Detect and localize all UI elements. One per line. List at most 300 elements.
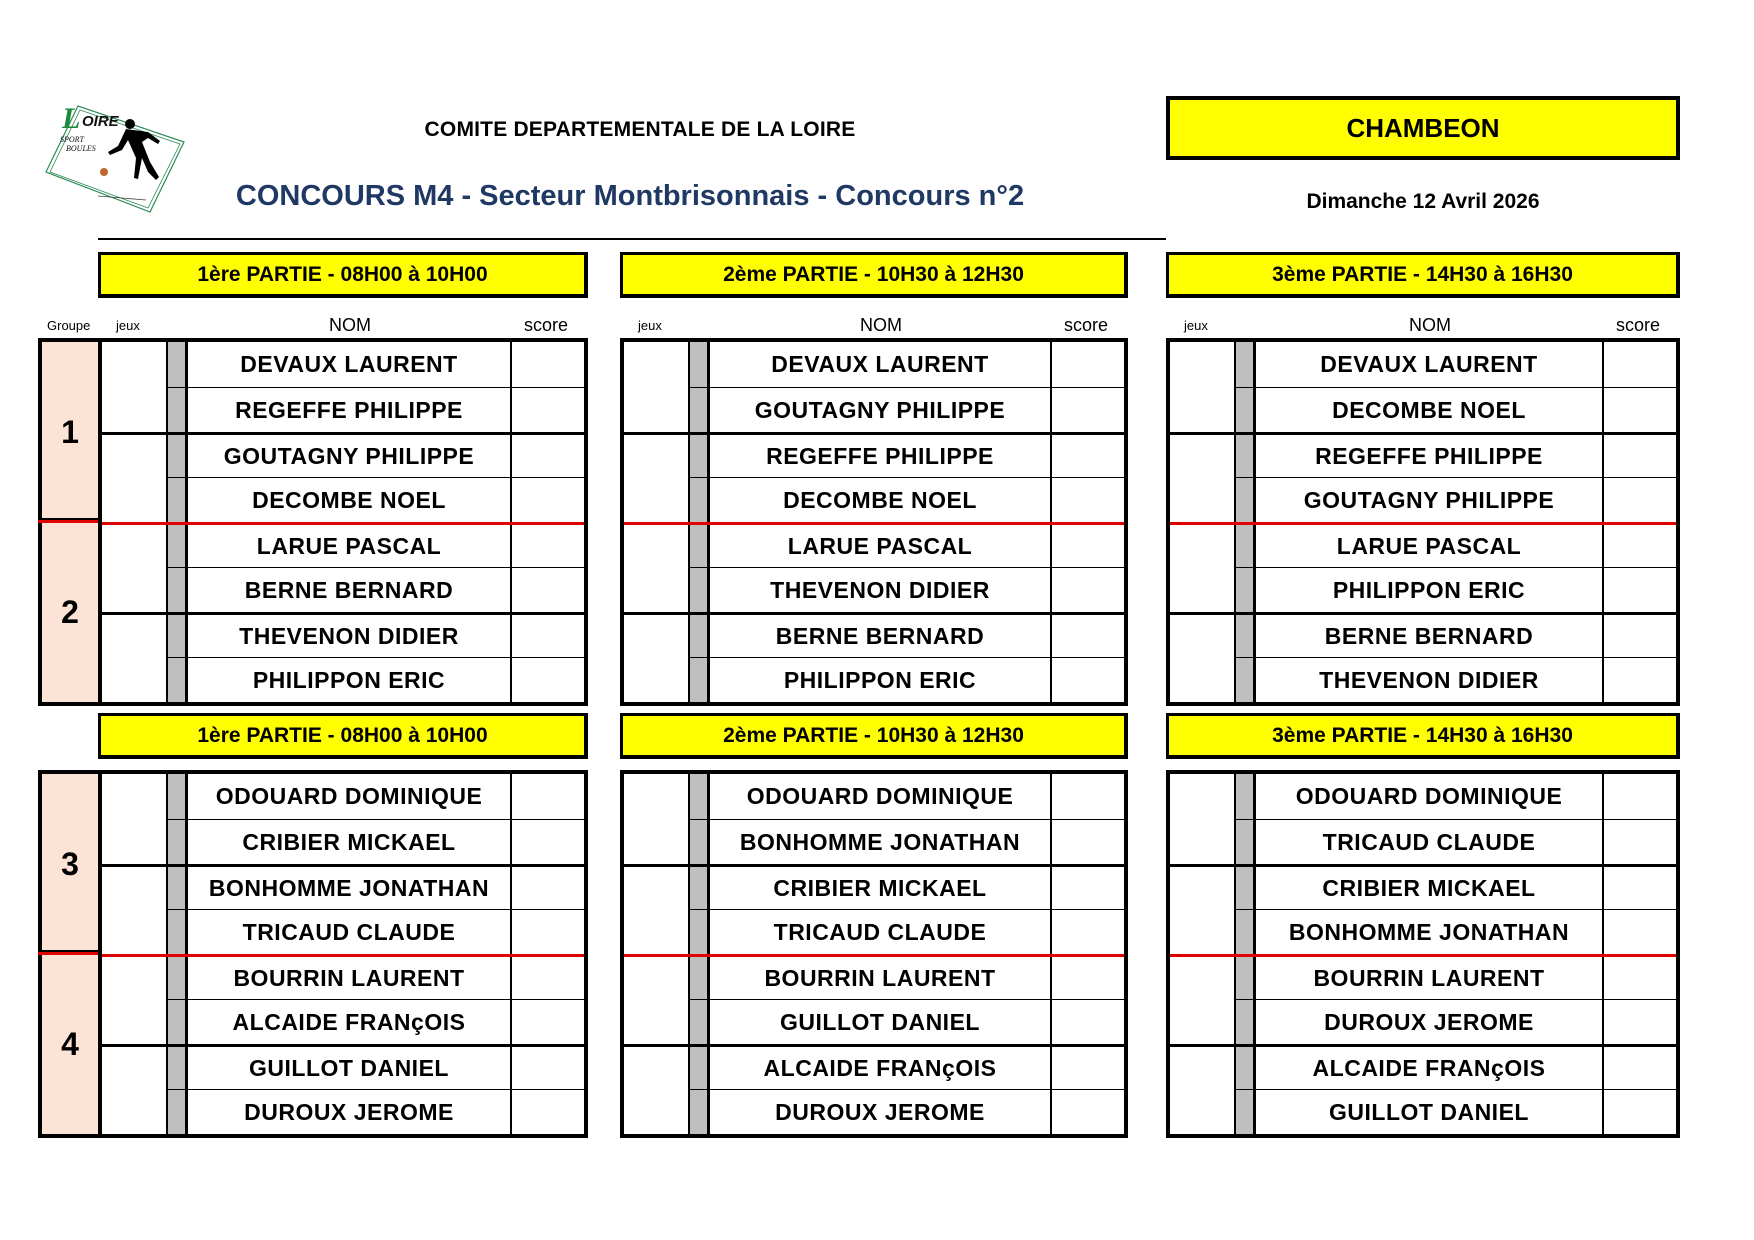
- jeux-strip: [166, 435, 188, 477]
- jeux-pair-mask: [102, 1088, 166, 1091]
- jeux-cell[interactable]: [1170, 342, 1234, 387]
- score-cell[interactable]: [1602, 478, 1676, 522]
- player-name: BOURRIN LAURENT: [1313, 964, 1545, 991]
- jeux-strip: [688, 1000, 710, 1044]
- group-divider-line: [1170, 954, 1234, 957]
- jeux-strip: [688, 478, 710, 522]
- score-cell[interactable]: [510, 867, 584, 909]
- jeux-pair-mask: [624, 656, 688, 659]
- player-row: [102, 657, 584, 702]
- player-row: [102, 1089, 584, 1134]
- jeux-strip: [166, 525, 188, 567]
- jeux-pair-mask: [102, 908, 166, 911]
- score-cell[interactable]: [510, 478, 584, 522]
- player-name: GOUTAGNY PHILIPPE: [223, 442, 475, 469]
- jeux-strip: [166, 615, 188, 657]
- player-name: ODOUARD DOMINIQUE: [746, 783, 1014, 809]
- column-header-jeux: jeux: [116, 318, 140, 333]
- jeux-strip: [1234, 774, 1256, 819]
- player-row: [624, 909, 1124, 954]
- column-header-groupe: Groupe: [47, 318, 91, 333]
- jeux-cell[interactable]: [102, 957, 166, 999]
- column-header-score: score: [1064, 315, 1109, 335]
- group-divider-line: [38, 520, 102, 523]
- partie-table: [620, 770, 1128, 1138]
- score-cell[interactable]: [510, 658, 584, 702]
- score-cell[interactable]: [1602, 957, 1676, 999]
- jeux-strip: [1234, 910, 1256, 954]
- jeux-cell[interactable]: [624, 1090, 688, 1134]
- score-cell[interactable]: [1050, 478, 1124, 522]
- player-row: [624, 1044, 1124, 1089]
- score-cell[interactable]: [1602, 525, 1676, 567]
- score-cell[interactable]: [510, 1090, 584, 1134]
- player-row: [102, 1044, 584, 1089]
- player-name: PHILIPPON ERIC: [783, 666, 977, 693]
- jeux-cell[interactable]: [624, 1000, 688, 1044]
- player-row: [1170, 477, 1676, 522]
- player-name: THEVENON DIDIER: [770, 576, 990, 603]
- player-name: DECOMBE NOEL: [783, 486, 977, 513]
- player-row: [624, 864, 1124, 909]
- svg-text:SPORT: SPORT: [60, 135, 84, 144]
- player-name: ALCAIDE FRANçOIS: [232, 1008, 466, 1035]
- player-row: [1170, 954, 1676, 999]
- player-row: [102, 432, 584, 477]
- player-name: ODOUARD DOMINIQUE: [1295, 783, 1563, 809]
- player-name: TRICAUD CLAUDE: [1322, 828, 1536, 855]
- score-cell[interactable]: [1050, 1047, 1124, 1089]
- player-row: [1170, 567, 1676, 612]
- column-header-jeux: jeux: [638, 318, 662, 333]
- jeux-strip: [688, 774, 710, 819]
- group-number-cell: 2: [38, 518, 102, 706]
- player-name: THEVENON DIDIER: [239, 622, 459, 649]
- group-divider-line: [624, 522, 688, 525]
- player-row: [624, 477, 1124, 522]
- partie-table: [98, 338, 588, 706]
- jeux-strip: [688, 525, 710, 567]
- player-name: LARUE PASCAL: [256, 532, 442, 559]
- jeux-strip: [1234, 658, 1256, 702]
- jeux-cell[interactable]: [1170, 820, 1234, 864]
- column-header-nom: NOM: [329, 315, 371, 335]
- jeux-cell[interactable]: [102, 1047, 166, 1089]
- group-number-cell: 4: [38, 950, 102, 1138]
- score-cell[interactable]: [510, 615, 584, 657]
- player-row: [1170, 522, 1676, 567]
- score-cell[interactable]: [1602, 435, 1676, 477]
- player-row: [102, 864, 584, 909]
- score-cell[interactable]: [1050, 525, 1124, 567]
- player-name: DEVAUX LAURENT: [771, 351, 989, 377]
- player-name: DECOMBE NOEL: [252, 486, 446, 513]
- jeux-cell[interactable]: [624, 820, 688, 864]
- score-cell[interactable]: [510, 820, 584, 864]
- jeux-strip: [688, 658, 710, 702]
- player-row: [624, 954, 1124, 999]
- jeux-strip: [1234, 478, 1256, 522]
- score-cell[interactable]: [1602, 1047, 1676, 1089]
- player-name: DECOMBE NOEL: [1332, 396, 1526, 423]
- player-name: ODOUARD DOMINIQUE: [215, 783, 483, 809]
- group-divider-line: [38, 952, 102, 955]
- jeux-cell[interactable]: [624, 435, 688, 477]
- score-cell[interactable]: [1602, 342, 1676, 387]
- player-name: BONHOMME JONATHAN: [1288, 918, 1570, 945]
- jeux-pair-mask: [102, 386, 166, 389]
- player-name: DUROUX JEROME: [1324, 1008, 1534, 1035]
- player-row: [1170, 774, 1676, 819]
- player-row: [624, 819, 1124, 864]
- jeux-pair-mask: [624, 908, 688, 911]
- jeux-strip: [166, 1090, 188, 1134]
- player-row: [1170, 1044, 1676, 1089]
- jeux-strip: [1234, 867, 1256, 909]
- jeux-strip: [688, 957, 710, 999]
- player-name: REGEFFE PHILIPPE: [235, 396, 463, 423]
- jeux-strip: [166, 774, 188, 819]
- player-row: [624, 387, 1124, 432]
- player-row: [102, 819, 584, 864]
- jeux-cell[interactable]: [102, 435, 166, 477]
- player-row: [102, 954, 584, 999]
- player-name: LARUE PASCAL: [1336, 532, 1522, 559]
- score-cell[interactable]: [1602, 615, 1676, 657]
- player-name: DEVAUX LAURENT: [240, 351, 458, 377]
- jeux-strip: [1234, 957, 1256, 999]
- score-cell[interactable]: [510, 342, 584, 387]
- jeux-strip: [688, 1047, 710, 1089]
- player-row: [624, 567, 1124, 612]
- jeux-strip: [1234, 525, 1256, 567]
- jeux-pair-mask: [624, 998, 688, 1001]
- loire-sport-boules-logo: [38, 100, 186, 218]
- jeux-strip: [688, 615, 710, 657]
- score-cell[interactable]: [1050, 957, 1124, 999]
- player-row: [624, 999, 1124, 1044]
- score-cell[interactable]: [510, 525, 584, 567]
- score-cell[interactable]: [1050, 1000, 1124, 1044]
- jeux-strip: [688, 342, 710, 387]
- jeux-cell[interactable]: [102, 1090, 166, 1134]
- jeux-pair-mask: [624, 1088, 688, 1091]
- jeux-pair-mask: [1170, 908, 1234, 911]
- player-name: BOURRIN LAURENT: [764, 964, 996, 991]
- jeux-strip: [1234, 615, 1256, 657]
- column-header-jeux: jeux: [1184, 318, 1208, 333]
- jeux-cell[interactable]: [1170, 957, 1234, 999]
- jeux-cell[interactable]: [1170, 435, 1234, 477]
- player-name: REGEFFE PHILIPPE: [1315, 442, 1543, 469]
- player-name: REGEFFE PHILIPPE: [766, 442, 994, 469]
- player-row: [624, 432, 1124, 477]
- player-row: [1170, 819, 1676, 864]
- jeux-pair-mask: [1170, 476, 1234, 479]
- jeux-cell[interactable]: [624, 388, 688, 432]
- jeux-strip: [166, 342, 188, 387]
- group-number-cell: 1: [38, 338, 102, 526]
- jeux-pair-mask: [1170, 386, 1234, 389]
- phase-header: 3ème PARTIE - 14H30 à 16H30: [1166, 713, 1680, 759]
- jeux-cell[interactable]: [102, 615, 166, 657]
- score-cell[interactable]: [1602, 1000, 1676, 1044]
- column-header-score: score: [1616, 315, 1661, 335]
- score-cell[interactable]: [510, 568, 584, 612]
- jeux-cell[interactable]: [624, 658, 688, 702]
- player-name: BERNE BERNARD: [775, 622, 985, 649]
- jeux-strip: [1234, 820, 1256, 864]
- player-row: [1170, 342, 1676, 387]
- partie-table: [1166, 770, 1680, 1138]
- jeux-cell[interactable]: [1170, 658, 1234, 702]
- player-row: [102, 567, 584, 612]
- player-name: GUILLOT DANIEL: [780, 1008, 980, 1035]
- jeux-pair-mask: [102, 656, 166, 659]
- jeux-strip: [688, 1090, 710, 1134]
- jeux-pair-mask: [1170, 656, 1234, 659]
- jeux-cell[interactable]: [624, 957, 688, 999]
- phase-header: 3ème PARTIE - 14H30 à 16H30: [1166, 252, 1680, 298]
- player-row: [102, 999, 584, 1044]
- jeux-strip: [688, 568, 710, 612]
- jeux-pair-mask: [624, 818, 688, 821]
- jeux-cell[interactable]: [1170, 568, 1234, 612]
- player-name: GOUTAGNY PHILIPPE: [754, 396, 1006, 423]
- jeux-pair-mask: [102, 476, 166, 479]
- player-name: GOUTAGNY PHILIPPE: [1303, 486, 1555, 513]
- column-header-score: score: [524, 315, 569, 335]
- jeux-cell[interactable]: [624, 1047, 688, 1089]
- score-cell[interactable]: [510, 957, 584, 999]
- player-row: [1170, 1089, 1676, 1134]
- score-cell[interactable]: [1050, 658, 1124, 702]
- group-divider-line: [102, 954, 166, 957]
- organization-name: COMITE DEPARTEMENTALE DE LA LOIRE: [424, 118, 856, 141]
- player-name: TRICAUD CLAUDE: [773, 918, 987, 945]
- player-row: [102, 909, 584, 954]
- score-cell[interactable]: [1050, 910, 1124, 954]
- player-name: PHILIPPON ERIC: [252, 666, 446, 693]
- svg-text:BOULES: BOULES: [66, 144, 96, 153]
- player-name: BONHOMME JONATHAN: [739, 828, 1021, 855]
- jeux-strip: [1234, 1000, 1256, 1044]
- jeux-strip: [166, 957, 188, 999]
- player-name: BOURRIN LAURENT: [233, 964, 465, 991]
- partie-table: [620, 338, 1128, 706]
- score-cell[interactable]: [1602, 774, 1676, 819]
- jeux-pair-mask: [1170, 818, 1234, 821]
- jeux-strip: [166, 1047, 188, 1089]
- score-cell[interactable]: [510, 1047, 584, 1089]
- player-row: [624, 612, 1124, 657]
- score-cell[interactable]: [510, 910, 584, 954]
- jeux-strip: [166, 388, 188, 432]
- score-cell[interactable]: [1602, 1090, 1676, 1134]
- jeux-cell[interactable]: [102, 867, 166, 909]
- group-divider-line: [1170, 522, 1234, 525]
- score-cell[interactable]: [1050, 435, 1124, 477]
- jeux-strip: [166, 658, 188, 702]
- partie-table: [1166, 338, 1680, 706]
- jeux-cell[interactable]: [1170, 910, 1234, 954]
- jeux-strip: [688, 388, 710, 432]
- player-row: [624, 1089, 1124, 1134]
- group-divider-line: [102, 522, 166, 525]
- jeux-cell[interactable]: [102, 568, 166, 612]
- player-name: CRIBIER MICKAEL: [1322, 874, 1536, 901]
- score-cell[interactable]: [1050, 615, 1124, 657]
- jeux-pair-mask: [1170, 566, 1234, 569]
- jeux-strip: [688, 910, 710, 954]
- score-cell[interactable]: [510, 388, 584, 432]
- jeux-cell[interactable]: [624, 342, 688, 387]
- player-row: [1170, 999, 1676, 1044]
- player-row: [1170, 432, 1676, 477]
- player-row: [102, 612, 584, 657]
- player-name: TRICAUD CLAUDE: [242, 918, 456, 945]
- jeux-cell[interactable]: [1170, 478, 1234, 522]
- jeux-cell[interactable]: [1170, 1000, 1234, 1044]
- jeux-cell[interactable]: [102, 478, 166, 522]
- jeux-strip: [166, 910, 188, 954]
- jeux-cell[interactable]: [624, 774, 688, 819]
- player-row: [624, 522, 1124, 567]
- jeux-strip: [166, 1000, 188, 1044]
- jeux-strip: [166, 867, 188, 909]
- jeux-cell[interactable]: [1170, 388, 1234, 432]
- score-cell[interactable]: [1050, 774, 1124, 819]
- jeux-pair-mask: [624, 476, 688, 479]
- player-name: ALCAIDE FRANçOIS: [763, 1054, 997, 1081]
- player-row: [624, 774, 1124, 819]
- event-date: Dimanche 12 Avril 2026: [1306, 190, 1540, 213]
- jeux-cell[interactable]: [102, 820, 166, 864]
- jeux-cell[interactable]: [1170, 525, 1234, 567]
- player-name: ALCAIDE FRANçOIS: [1312, 1054, 1546, 1081]
- jeux-cell[interactable]: [624, 525, 688, 567]
- jeux-strip: [166, 820, 188, 864]
- player-name: THEVENON DIDIER: [1319, 666, 1539, 693]
- player-row: [102, 477, 584, 522]
- jeux-strip: [1234, 1090, 1256, 1134]
- player-row: [624, 342, 1124, 387]
- partie-table: [98, 770, 588, 1138]
- jeux-strip: [1234, 388, 1256, 432]
- player-row: [1170, 909, 1676, 954]
- jeux-cell[interactable]: [1170, 1090, 1234, 1134]
- svg-text:L: L: [62, 102, 81, 135]
- score-cell[interactable]: [1050, 1090, 1124, 1134]
- score-cell[interactable]: [1602, 568, 1676, 612]
- jeux-cell[interactable]: [102, 658, 166, 702]
- jeux-pair-mask: [102, 998, 166, 1001]
- jeux-pair-mask: [624, 386, 688, 389]
- jeux-cell[interactable]: [1170, 1047, 1234, 1089]
- player-name: LARUE PASCAL: [787, 532, 973, 559]
- jeux-cell[interactable]: [624, 867, 688, 909]
- player-row: [102, 342, 584, 387]
- player-name: CRIBIER MICKAEL: [242, 828, 456, 855]
- player-row: [1170, 657, 1676, 702]
- score-cell[interactable]: [1602, 658, 1676, 702]
- jeux-strip: [166, 568, 188, 612]
- player-row: [102, 522, 584, 567]
- jeux-pair-mask: [624, 566, 688, 569]
- score-cell[interactable]: [510, 435, 584, 477]
- venue-box: [1166, 96, 1680, 160]
- jeux-strip: [1234, 568, 1256, 612]
- jeux-strip: [688, 820, 710, 864]
- jeux-pair-mask: [102, 566, 166, 569]
- score-cell[interactable]: [510, 774, 584, 819]
- player-name: DUROUX JEROME: [775, 1098, 985, 1125]
- player-row: [102, 774, 584, 819]
- score-cell[interactable]: [1602, 867, 1676, 909]
- jeux-cell[interactable]: [102, 774, 166, 819]
- score-cell[interactable]: [1602, 820, 1676, 864]
- jeux-pair-mask: [1170, 1088, 1234, 1091]
- player-name: PHILIPPON ERIC: [1332, 576, 1526, 603]
- phase-header: 1ère PARTIE - 08H00 à 10H00: [98, 252, 588, 298]
- score-cell[interactable]: [510, 1000, 584, 1044]
- column-header-nom: NOM: [860, 315, 902, 335]
- player-row: [1170, 864, 1676, 909]
- player-name: GUILLOT DANIEL: [1329, 1098, 1529, 1125]
- player-row: [1170, 612, 1676, 657]
- jeux-strip: [1234, 1047, 1256, 1089]
- jeux-cell[interactable]: [102, 388, 166, 432]
- group-divider-line: [624, 954, 688, 957]
- jeux-pair-mask: [102, 818, 166, 821]
- player-name: BONHOMME JONATHAN: [208, 874, 490, 901]
- jeux-cell[interactable]: [1170, 615, 1234, 657]
- jeux-strip: [1234, 435, 1256, 477]
- column-header-nom: NOM: [1409, 315, 1451, 335]
- jeux-cell[interactable]: [624, 568, 688, 612]
- jeux-strip: [166, 478, 188, 522]
- phase-header: 2ème PARTIE - 10H30 à 12H30: [620, 252, 1128, 298]
- jeux-cell[interactable]: [1170, 774, 1234, 819]
- jeux-strip: [688, 867, 710, 909]
- score-cell[interactable]: [1050, 820, 1124, 864]
- phase-header: 2ème PARTIE - 10H30 à 12H30: [620, 713, 1128, 759]
- jeux-cell[interactable]: [624, 910, 688, 954]
- jeux-cell[interactable]: [1170, 867, 1234, 909]
- score-cell[interactable]: [1602, 910, 1676, 954]
- venue-name: CHAMBEON: [1346, 112, 1500, 143]
- jeux-cell[interactable]: [624, 478, 688, 522]
- group-number-cell: 3: [38, 770, 102, 958]
- score-cell[interactable]: [1050, 388, 1124, 432]
- player-name: BERNE BERNARD: [1324, 622, 1534, 649]
- jeux-cell[interactable]: [102, 1000, 166, 1044]
- header-rule: [98, 238, 1166, 240]
- score-cell[interactable]: [1050, 342, 1124, 387]
- phase-header: 1ère PARTIE - 08H00 à 10H00: [98, 713, 588, 759]
- score-cell[interactable]: [1050, 867, 1124, 909]
- score-cell[interactable]: [1050, 568, 1124, 612]
- player-name: GUILLOT DANIEL: [249, 1054, 449, 1081]
- svg-text:OIRE: OIRE: [82, 113, 119, 130]
- jeux-cell[interactable]: [102, 342, 166, 387]
- jeux-strip: [1234, 342, 1256, 387]
- player-name: BERNE BERNARD: [244, 576, 454, 603]
- score-cell[interactable]: [1602, 388, 1676, 432]
- jeux-cell[interactable]: [102, 910, 166, 954]
- jeux-cell[interactable]: [102, 525, 166, 567]
- jeux-cell[interactable]: [624, 615, 688, 657]
